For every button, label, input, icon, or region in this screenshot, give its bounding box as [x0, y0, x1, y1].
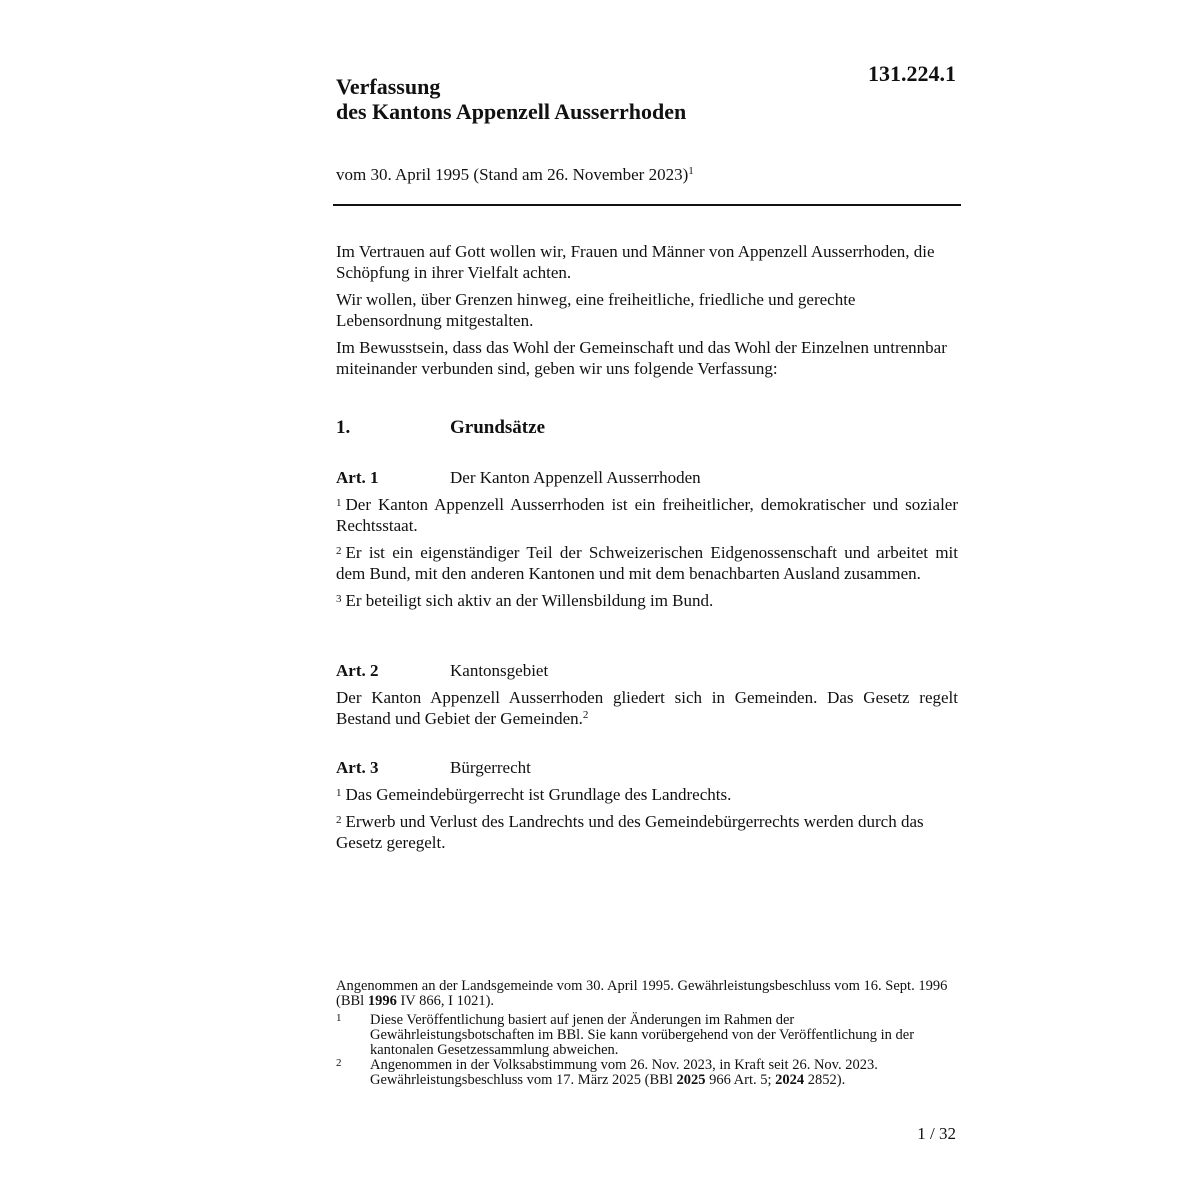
date-text: vom 30. April 1995 (Stand am 26. November 2023): [336, 165, 689, 184]
paragraph-text: Er beteiligt sich aktiv an der Willensbildung im Bund.: [345, 591, 714, 610]
article-paragraph: [336, 687, 958, 729]
preamble-paragraph: Im Bewusstsein, dass das Wohl der Gemeinschaft und das Wohl der Einzelnen untrennbar miteinander verbunden sind, geben wir uns folgende Verfassung:: [336, 338, 947, 378]
article-paragraph: [336, 590, 958, 611]
article-heading: [336, 467, 958, 488]
article-heading: [336, 660, 958, 681]
article-title: Bürgerrecht: [450, 758, 531, 777]
title-line-1: Verfassung: [336, 74, 441, 99]
footnote-text: Diese Veröffentlichung basiert auf jenen der Änderungen im Rahmen der Gewährleistungsbotschaften im BBl. Sie kann vorübergehend von der Veröffentlichung in der kantonalen Gesetzessammlung abweichen.: [370, 1012, 915, 1058]
article-paragraph: [336, 494, 958, 536]
article-title: Kantonsgebiet: [450, 661, 549, 680]
chapter-heading: [336, 416, 958, 440]
preamble: [336, 241, 958, 385]
paragraph-number: 1: [336, 787, 342, 799]
paragraph-text: Erwerb und Verlust des Landrechts und des Gemeindebürgerrechts werden durch das Gesetz geregelt.: [336, 812, 924, 852]
paragraph-number: 2: [336, 814, 342, 826]
paragraph-text: Er ist ein eigenständiger Teil der Schweizerischen Eidgenossenschaft und arbeitet mit dem Bund, mit den anderen Kantonen und mit dem benachbarten Ausland zusammen.: [336, 543, 958, 583]
footnote-text: Angenommen in der Volksabstimmung vom 26. Nov. 2023, in Kraft seit 26. Nov. 2023. Gewährleistungsbeschluss vom 17. März 2025 (BBl: [370, 1057, 878, 1088]
article-number: Art. 3: [336, 758, 379, 777]
footnote-ref-1[interactable]: 1: [688, 165, 694, 177]
footnote-ref-2[interactable]: 2: [582, 709, 589, 721]
footnote-bold-year: 1996: [367, 993, 397, 1009]
footnote-text: IV 866, I 1021).: [396, 993, 495, 1009]
footnote-1: [336, 1013, 956, 1058]
chapter-title: Grundsätze: [450, 417, 545, 438]
document-title: [336, 74, 836, 124]
footnote-mark: 1: [336, 1012, 342, 1024]
page-number: 1 / 32: [917, 1124, 956, 1143]
title-line-2: des Kantons Appenzell Ausserrhoden: [336, 99, 687, 124]
article-paragraph: [336, 811, 958, 853]
article-3: [336, 757, 958, 859]
document-date: [336, 164, 956, 186]
paragraph-text: Der Kanton Appenzell Ausserrhoden ist ein freiheitlicher, demokratischer und sozialer Rechtsstaat.: [336, 495, 958, 535]
header-divider: [333, 204, 961, 206]
footnotes: [336, 979, 956, 1088]
article-paragraph: [336, 542, 958, 584]
footnote-bold-year: 2025: [676, 1072, 706, 1088]
footnote-text: 2852).: [804, 1072, 846, 1088]
paragraph-text: Das Gemeindebürgerrecht ist Grundlage des Landrechts.: [345, 785, 732, 804]
preamble-paragraph: Im Vertrauen auf Gott wollen wir, Frauen und Männer von Appenzell Ausserrhoden, die Schöpfung in ihrer Vielfalt achten.: [336, 242, 935, 282]
article-heading: [336, 757, 958, 778]
footnote-bold-year: 2024: [775, 1072, 805, 1088]
paragraph-number: 1: [336, 497, 342, 509]
paragraph-text: Der Kanton Appenzell Ausserrhoden gliedert sich in Gemeinden. Das Gesetz regelt Bestand und Gebiet der Gemeinden.: [336, 688, 958, 728]
article-number: Art. 1: [336, 468, 379, 487]
article-2: [336, 660, 958, 735]
article-number: Art. 2: [336, 661, 379, 680]
paragraph-number: 2: [336, 545, 342, 557]
article-title: Der Kanton Appenzell Ausserrhoden: [450, 468, 701, 487]
footnote-2: [336, 1058, 956, 1088]
article-paragraph: [336, 784, 958, 805]
sr-number: 131.224.1: [868, 61, 956, 86]
footnote-intro: [336, 979, 956, 1009]
article-1: [336, 467, 958, 617]
preamble-paragraph: Wir wollen, über Grenzen hinweg, eine freiheitliche, friedliche und gerechte Lebensordnung mitgestalten.: [336, 290, 856, 330]
footnote-text: 966 Art. 5;: [705, 1072, 776, 1088]
chapter-number: 1.: [336, 417, 351, 438]
footnote-mark: 2: [336, 1057, 342, 1069]
paragraph-number: 3: [336, 593, 342, 605]
footnote-text: Angenommen an der Landsgemeinde vom 30. April 1995. Gewährleistungsbeschluss vom 16. Sept. 1996 (BBl: [336, 978, 948, 1009]
